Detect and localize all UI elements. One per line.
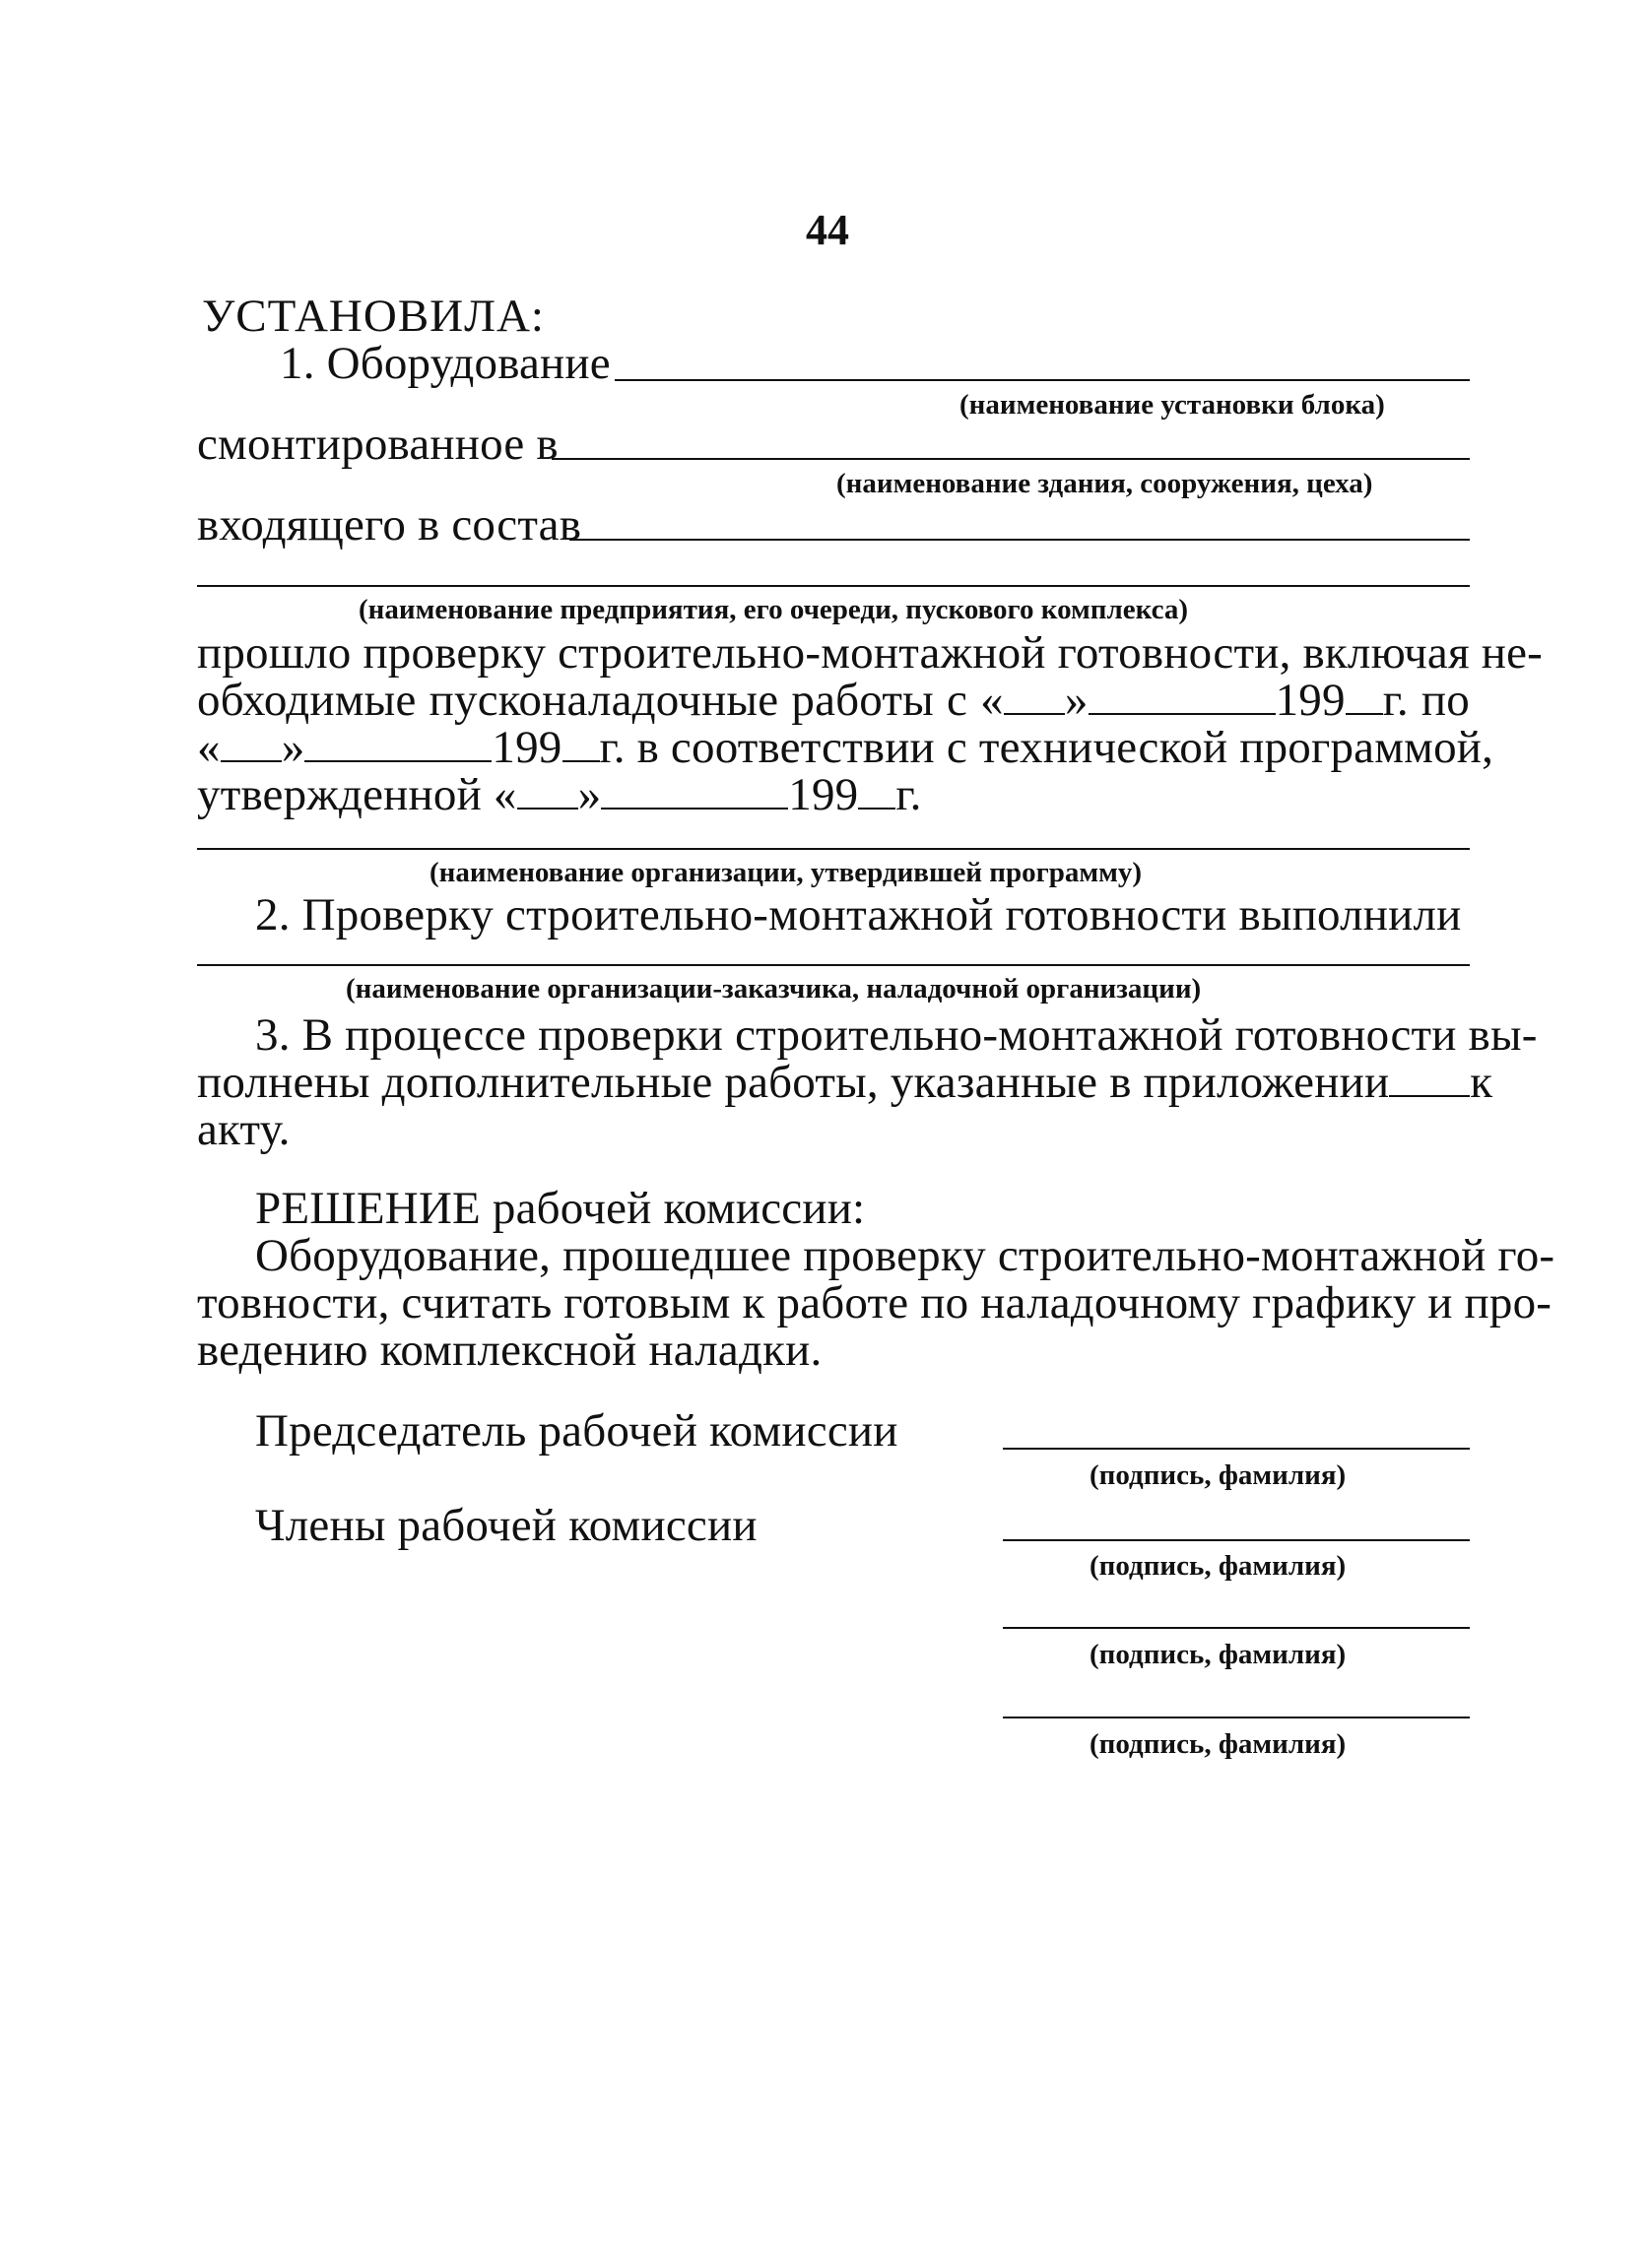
page-number: 44 [806,206,849,254]
members-label: Члены рабочей комиссии [255,1500,758,1551]
decision-line-1: Оборудование, прошедшее проверку строительно-монтажной го- [255,1230,1555,1281]
month-blank-2 [304,727,492,762]
decision-title: РЕШЕНИЕ рабочей комиссии: [255,1183,866,1234]
day-blank-3 [517,774,578,810]
item1-label: 1. Оборудование [280,338,611,389]
item3-line-1: 3. В процессе проверки строительно-монтажной готовности вы- [255,1009,1538,1061]
day-blank-2 [221,727,282,762]
mounted-fill-line [552,458,1470,460]
chairman-signature-caption: (подпись, фамилия) [1090,1459,1347,1491]
part-of-fill-line [569,539,1470,541]
month-blank-3 [601,774,788,810]
passed-check-line-2: обходимые пусконаладочные работы с « » 199 г. по [197,675,1470,726]
item3-line-3: акту. [197,1104,291,1155]
item2-caption: (наименование организации-заказчика, наладочной организации) [346,973,1202,1004]
member-2-signature-caption: (подпись, фамилия) [1090,1639,1347,1670]
appendix-blank [1389,1062,1470,1097]
item2-fill-line [197,964,1470,966]
item1-caption: (наименование установки блока) [959,389,1385,421]
item1-fill-line [615,379,1470,381]
year-blank-3 [858,774,895,810]
program-org-caption: (наименование организации, утвердившей программу) [430,857,1143,888]
member-3-signature-caption: (подпись, фамилия) [1090,1728,1347,1760]
item3-line-2: полнены дополнительные работы, указанные в приложении к [197,1057,1493,1108]
program-org-fill-line [197,848,1470,850]
year-blank-2 [562,727,600,762]
year-blank-1 [1346,680,1383,715]
section-heading: УСТАНОВИЛА: [202,291,545,342]
day-blank-1 [1004,680,1065,715]
member-1-signature-caption: (подпись, фамилия) [1090,1550,1347,1582]
part-of-fill-line-2 [197,585,1470,587]
member-1-signature-line [1003,1539,1470,1541]
chairman-label: Председатель рабочей комиссии [255,1405,898,1457]
chairman-signature-line [1003,1448,1470,1450]
passed-check-line-1: прошло проверку строительно-монтажной готовности, включая не- [197,627,1544,679]
mounted-label: смонтированное в [197,419,559,470]
item2-text: 2. Проверку строительно-монтажной готовности выполнили [255,889,1462,940]
part-of-caption: (наименование предприятия, его очереди, пускового комплекса) [359,594,1189,625]
month-blank-1 [1089,680,1276,715]
member-3-signature-line [1003,1717,1470,1718]
part-of-label: входящего в состав [197,499,582,551]
member-2-signature-line [1003,1627,1470,1629]
passed-check-line-3: « » 199 г. в соответствии с технической программой, [197,722,1494,773]
decision-line-3: ведению комплексной наладки. [197,1325,823,1376]
mounted-caption: (наименование здания, сооружения, цеха) [836,468,1373,499]
decision-line-2: товности, считать готовым к работе по наладочному графику и про- [197,1277,1553,1328]
passed-check-line-4: утвержденной « » 199 г. [197,769,922,820]
